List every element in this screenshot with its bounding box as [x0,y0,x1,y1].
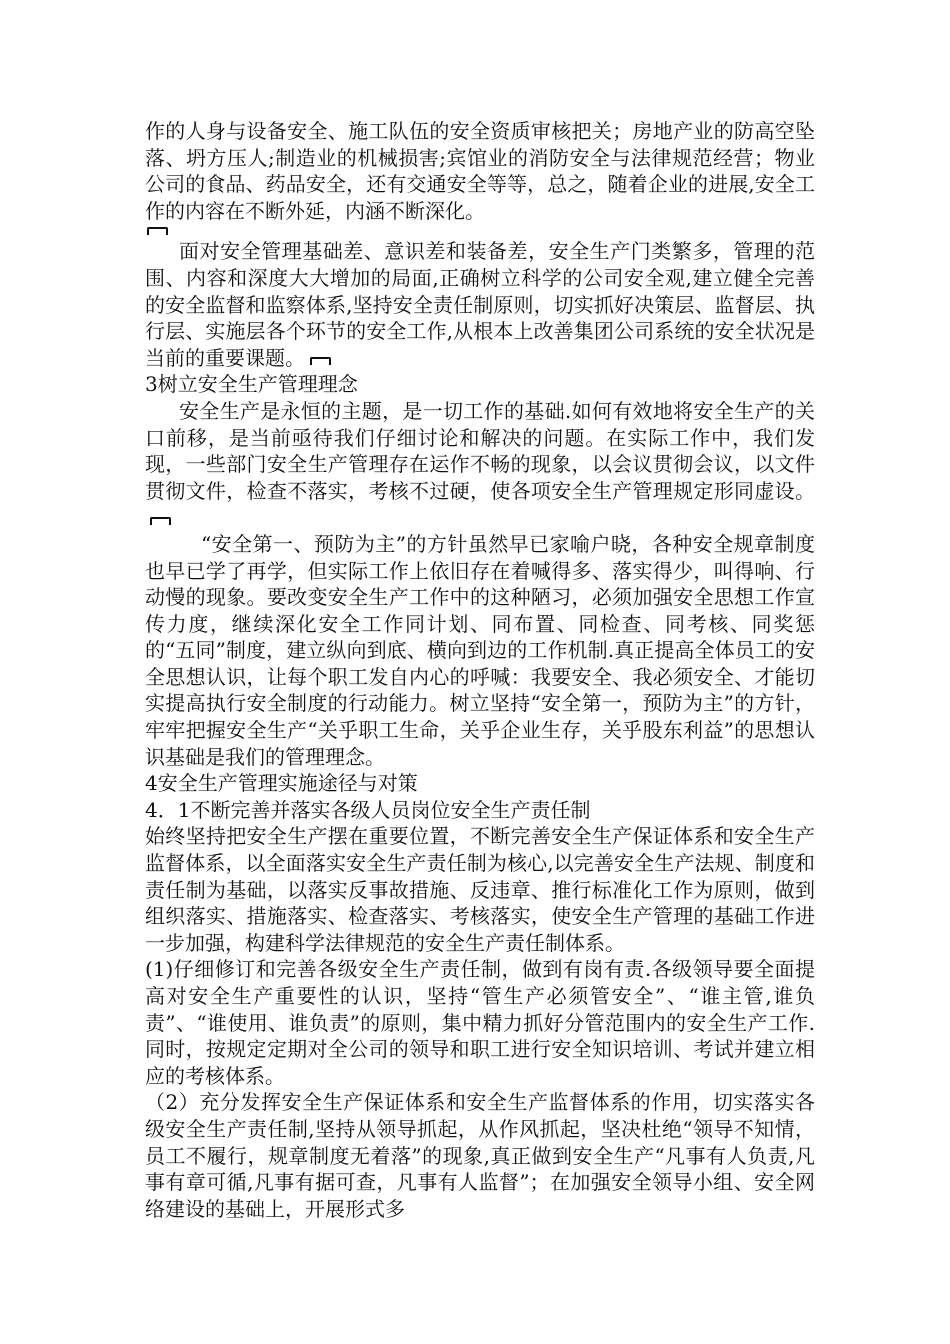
edit-mark-icon [309,354,329,364]
paragraph-1: 作的人身与设备安全、施工队伍的安全资质审核把关；房地产业的防高空坠落、坍方压人;制造业的机械损害;宾馆业的消防安全与法律规范经营；物业公司的食品、药品安全，还有交通安全等等，总之，随着企业的进展,安全工作的内容在不断外延，内涵不断深化。 [145,119,815,223]
document-page [145,118,815,1222]
edit-mark-icon [149,514,169,524]
paragraph-3-text: 安全生产是永恒的主题，是一切工作的基础.如何有效地将安全生产的关口前移，是当前亟待我们仔细讨论和解决的问题。在实际工作中，我们发现，一些部门安全生产管理存在运作不畅的现象，以会议贯彻会议，以文件贯彻文件，检查不落实，考核不过硬，使各项安全生产管理规定形同虚设。 [145,398,815,503]
paragraph-3 [145,398,815,531]
edit-mark-icon [146,224,166,238]
paragraph-6: (1)仔细修订和完善各级安全生产责任制，做到有岗有责.各级领导要全面提高对安全生产重要性的认识，坚持“管生产必须管安全”、“谁主管,谁负责”、“谁使用、谁负责”的原则，集中精力抓好分管范围内的安全生产工作.同时，按规定定期对全公司的领导和职工进行安全知识培训、考试并建立相应的考核体系。 [145,957,815,1088]
paragraph-7: （2）充分发挥安全生产保证体系和安全生产监督体系的作用，切实落实各级安全生产责任制,坚持从领导抓起，从作风抓起，坚决杜绝“领导不知情，员工不履行，规章制度无着落”的现象,真正做到安全生产“凡事有人负责,凡事有章可循,凡事有据可查，凡事有人监督”；在加强安全领导小组、安全网络建设的基础上，开展形式多 [145,1090,815,1221]
section-heading-3: 3树立安全生产管理理念 [145,372,358,397]
paragraph-4: “安全第一、预防为主”的方针虽然早已家喻户晓，各种安全规章制度也早已学了再学，但实际工作上依旧存在着喊得多、落实得少，叫得响、行动慢的现象。要改变安全生产工作中的这种陋习，必须加强安全思想工作宣传力度，继续深化安全工作同计划、同布置、同检查、同考核、同奖惩的“五同”制度，建立纵向到底、横向到边的工作机制.真正提高全体员工的安全思想认识，让每个职工发自内心的呼喊：我要安全、我必须安全、才能切实提高执行安全制度的行动能力。树立坚持“安全第一，预防为主”的方针，牢牢把握安全生产“关乎职工生命，关乎企业生存，关乎股东利益”的思想认识基础是我们的管理理念。 [145,531,815,769]
paragraph-2-text: 面对安全管理基础差、意识差和装备差，安全生产门类繁多，管理的范围、内容和深度大大增加的局面,正确树立科学的公司安全观,建立健全完善的安全监督和监察体系,坚持安全责任制原则，切实抓好决策层、监督层、执行层、实施层各个环节的安全工作,从根本上改善集团公司系统的安全状况是当前的重要课题。 [145,239,815,370]
section-heading-4: 4安全生产管理实施途径与对策 [145,771,418,796]
subsection-heading-4-1: 4．1不断完善并落实各级人员岗位安全生产责任制 [145,797,591,822]
paragraph-2 [145,238,815,371]
paragraph-5: 始终坚持把安全生产摆在重要位置，不断完善安全生产保证体系和安全生产监督体系，以全面落实安全生产责任制为核心,以完善安全生产法规、制度和责任制为基础，以落实反事故措施、反违章、推行标准化工作为原则，做到组织落实、措施落实、检查落实、考核落实，使安全生产管理的基础工作进一步加强，构建科学法律规范的安全生产责任制体系。 [145,824,815,955]
